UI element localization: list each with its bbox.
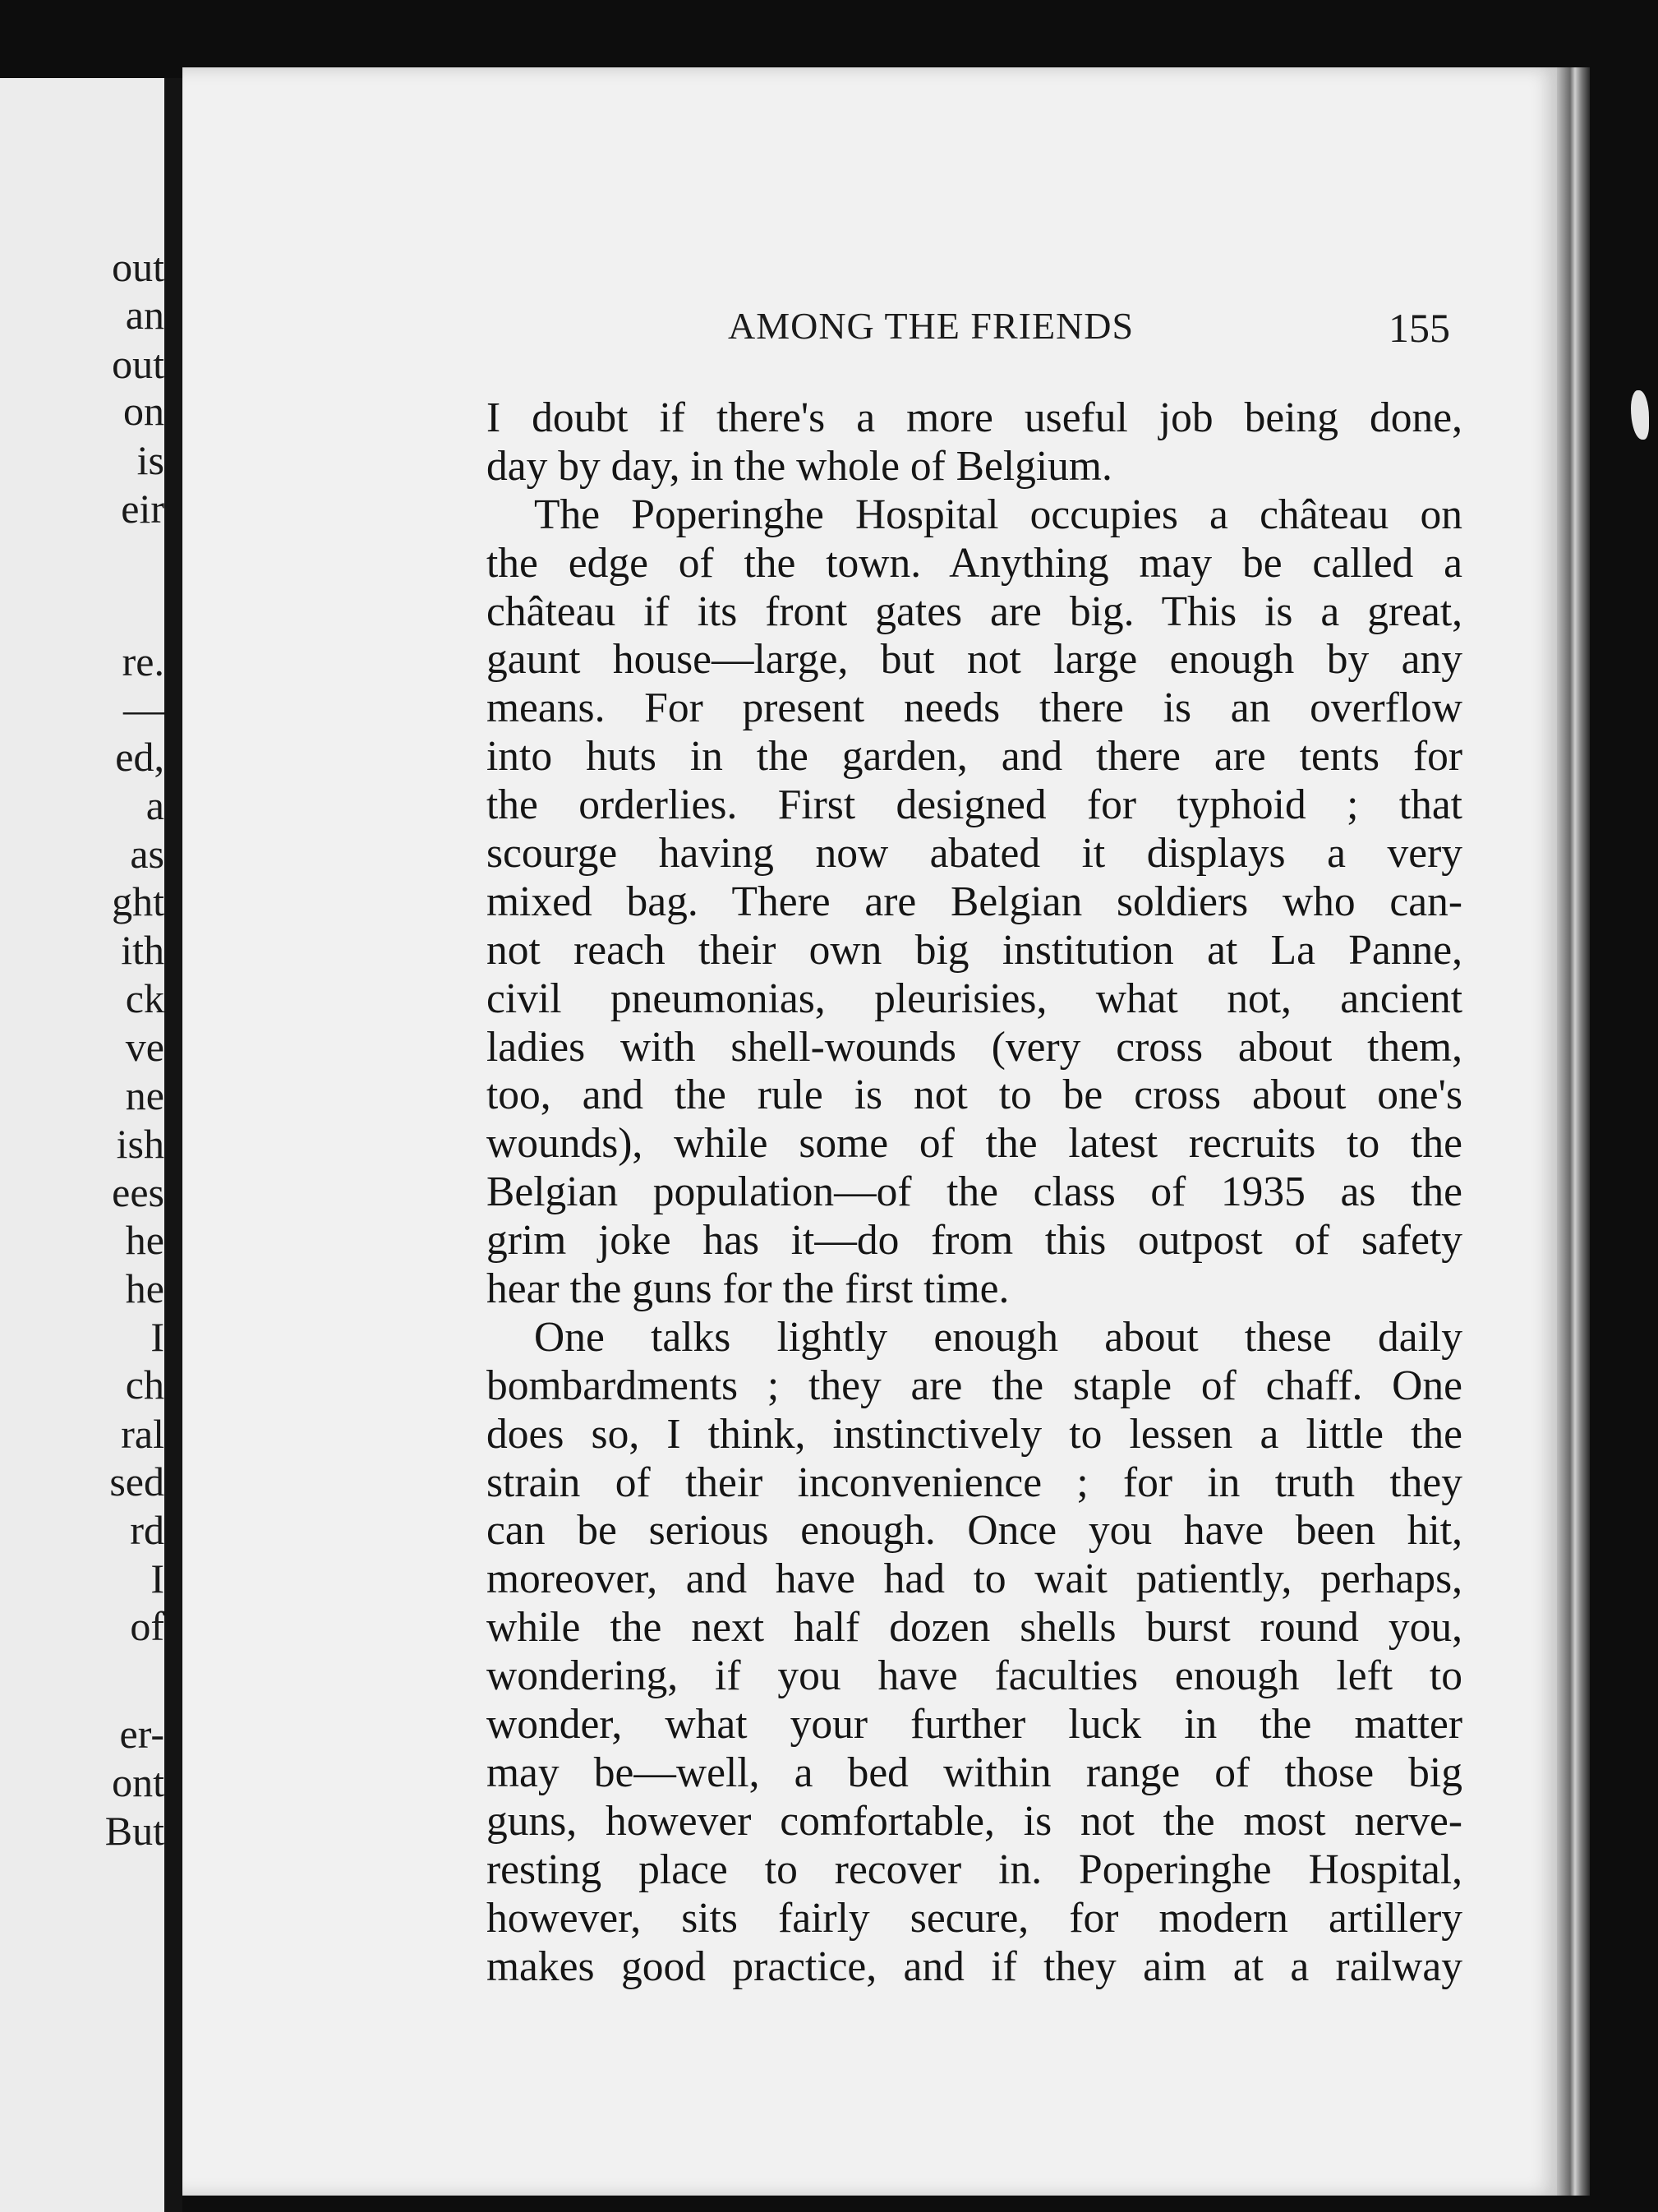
text-line: means. For present needs there is an overflow (486, 684, 1462, 732)
text-line: into huts in the garden, and there are tents for (486, 733, 1462, 781)
left-page-fragment: But (104, 1808, 164, 1854)
page-edge (1557, 67, 1590, 2196)
text-line: ladies with shell-wounds (very cross about them, (486, 1023, 1462, 1071)
left-page-fragment: on (123, 388, 164, 434)
text-line: civil pneumonias, pleurisies, what not, ancient (486, 975, 1462, 1022)
left-page-fragment: ees (112, 1169, 164, 1215)
left-page-fragment: sed (109, 1459, 164, 1505)
book-gutter (164, 78, 182, 2212)
left-page-fragment: out (112, 341, 164, 387)
text-line: château if its front gates are big. This is a great, (486, 588, 1462, 635)
text-line: scourge having now abated it displays a very (486, 830, 1462, 878)
left-page-fragment: — (123, 686, 164, 732)
left-page-fragment: ith (121, 927, 164, 973)
left-page-fragment: ed, (115, 734, 164, 780)
text-line: Belgian population—of the class of 1935 as the (486, 1168, 1462, 1216)
left-page-fragment: he (125, 1265, 164, 1311)
text-line: moreover, and have had to wait patiently, perhaps, (486, 1555, 1462, 1603)
right-page (182, 67, 1563, 2196)
left-page-fragment: I (150, 1555, 164, 1601)
text-line: grim joke has it—do from this outpost of safety (486, 1217, 1462, 1265)
left-facing-page (0, 78, 164, 2212)
text-line: can be serious enough. Once you have been hit, (486, 1507, 1462, 1555)
text-line: mixed bag. There are Belgian soldiers who can- (486, 878, 1462, 925)
body-text (486, 394, 1462, 1991)
text-line: guns, however comfortable, is not the most nerve- (486, 1797, 1462, 1845)
page-number: 155 (1389, 305, 1450, 351)
left-page-fragment: out (112, 244, 164, 290)
left-page-fragment: a (145, 782, 164, 828)
text-line: makes good practice, and if they aim at a railway (486, 1942, 1462, 1990)
text-line: I doubt if there's a more useful job being done, (486, 394, 1462, 441)
text-line: hear the guns for the first time. (486, 1265, 1010, 1313)
running-head (182, 304, 1563, 353)
left-page-fragment: re. (122, 638, 164, 684)
left-page-fragment: ne (125, 1072, 164, 1118)
text-line: the orderlies. First designed for typhoid ; that (486, 781, 1462, 829)
left-page-fragment: eir (121, 486, 164, 532)
text-line: not reach their own big institution at La Panne, (486, 926, 1462, 974)
left-page-fragment: ont (112, 1759, 164, 1805)
text-line: however, sits fairly secure, for modern artillery (486, 1894, 1462, 1942)
left-page-fragment: I (150, 1314, 164, 1360)
paper-fleck (1631, 390, 1649, 440)
text-line: the edge of the town. Anything may be called a (486, 539, 1462, 587)
running-head-title: AMONG THE FRIENDS (728, 305, 1135, 347)
left-page-text-fragments (0, 78, 164, 2212)
text-line: wondering, if you have faculties enough left to (486, 1652, 1462, 1700)
left-page-fragment: ght (112, 878, 164, 924)
text-line: may be—well, a bed within range of those big (486, 1749, 1462, 1796)
left-page-fragment: ve (125, 1024, 164, 1070)
left-page-fragment: rd (130, 1507, 164, 1553)
text-line: wonder, what your further luck in the matter (486, 1701, 1462, 1749)
text-line: One talks lightly enough about these daily (534, 1313, 1462, 1361)
text-line: wounds), while some of the latest recruits to the (486, 1120, 1462, 1168)
text-line: The Poperinghe Hospital occupies a château on (534, 491, 1462, 538)
left-page-fragment: he (125, 1217, 164, 1263)
left-page-fragment: ch (125, 1362, 164, 1408)
text-line: resting place to recover in. Poperinghe Hospital, (486, 1846, 1462, 1893)
text-line: strain of their inconvenience ; for in truth they (486, 1459, 1462, 1506)
left-page-fragment: an (125, 292, 164, 338)
left-page-fragment: ck (125, 975, 164, 1021)
text-line: does so, I think, instinctively to lessen a little the (486, 1410, 1462, 1458)
left-page-fragment: ral (121, 1411, 164, 1457)
text-line: while the next half dozen shells burst round you, (486, 1604, 1462, 1652)
text-line: gaunt house—large, but not large enough by any (486, 636, 1462, 684)
left-page-fragment: of (130, 1603, 164, 1649)
text-line: bombardments ; they are the staple of chaff. One (486, 1362, 1462, 1409)
left-page-fragment: is (136, 437, 164, 483)
text-line: too, and the rule is not to be cross about one's (486, 1071, 1462, 1119)
left-page-fragment: er- (119, 1711, 164, 1757)
text-line: day by day, in the whole of Belgium. (486, 442, 1112, 490)
left-page-fragment: as (130, 831, 164, 877)
left-page-fragment: ish (116, 1121, 164, 1167)
